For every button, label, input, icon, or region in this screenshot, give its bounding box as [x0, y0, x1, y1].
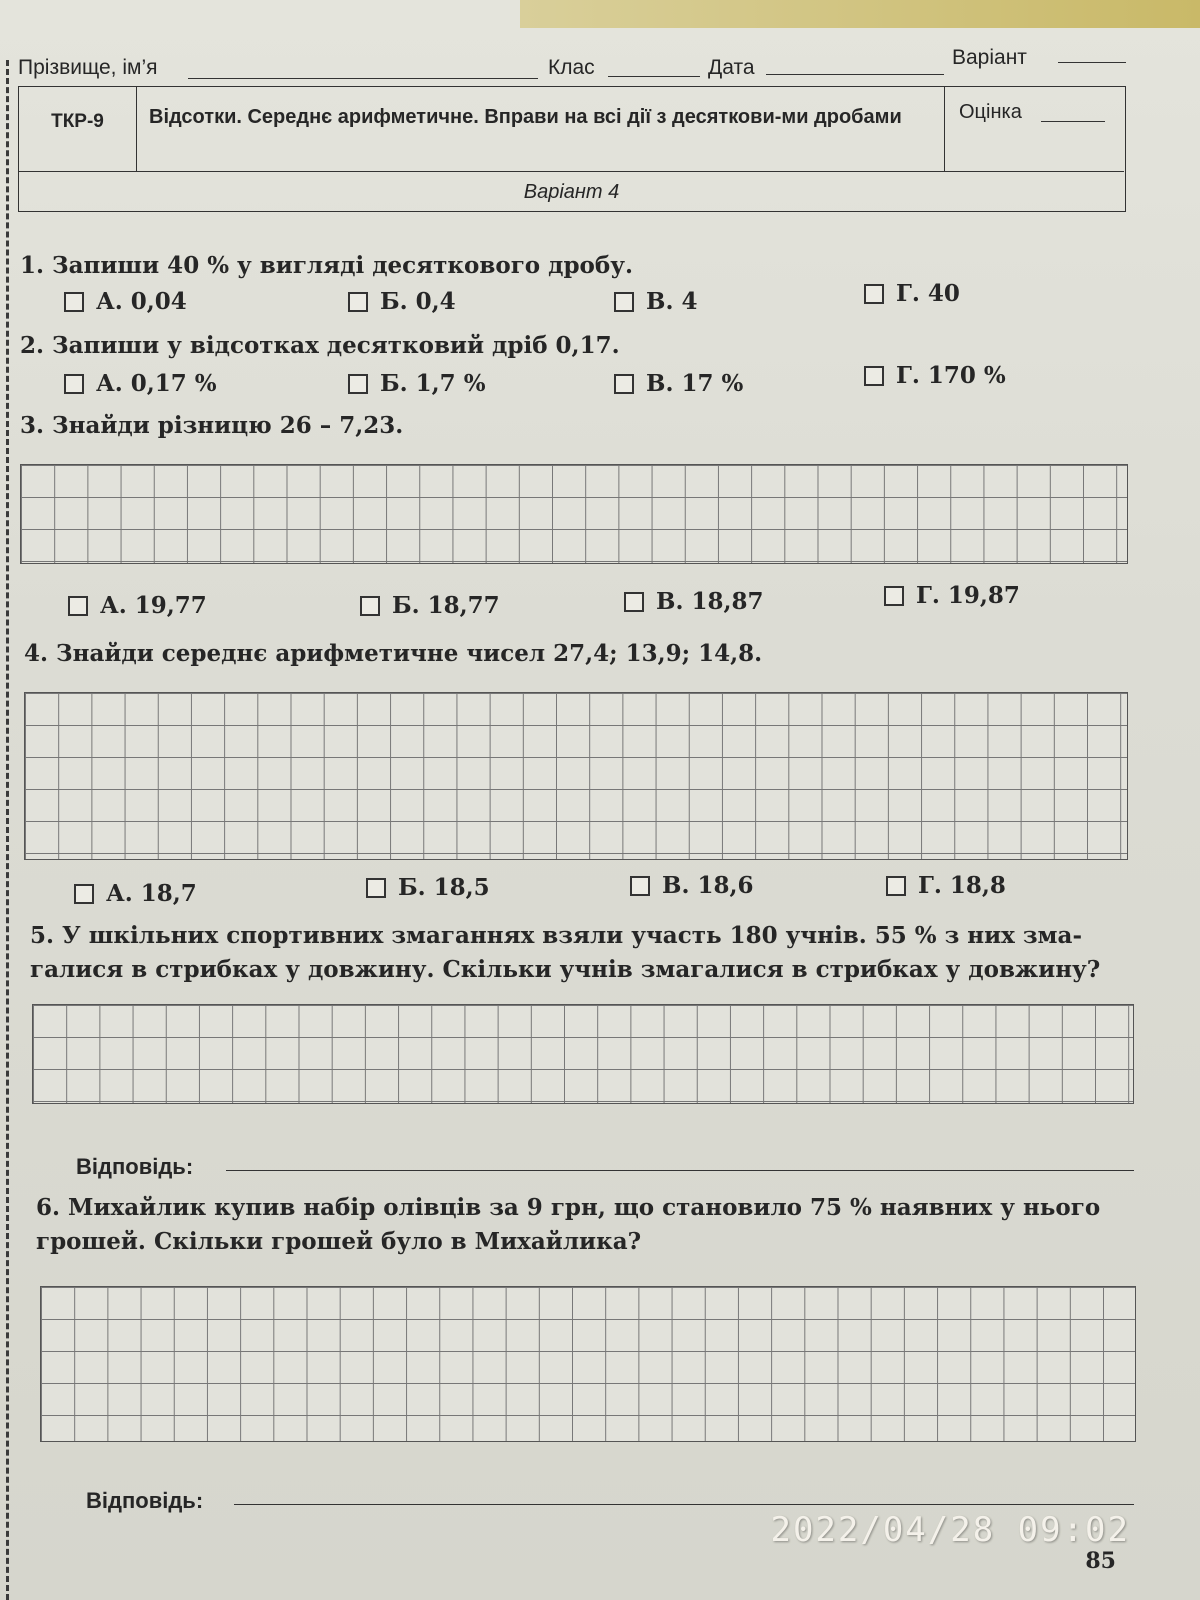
variant-field[interactable] [1058, 62, 1126, 63]
option-a[interactable]: А. 0,04 [64, 288, 187, 315]
page-number: 85 [1085, 1548, 1116, 1574]
title-table [18, 86, 1126, 212]
option-b[interactable]: Б. 0,4 [348, 288, 456, 315]
checkbox[interactable] [366, 878, 386, 898]
name-field[interactable] [188, 78, 538, 79]
option-v[interactable]: В. 18,87 [624, 588, 763, 615]
option-b[interactable]: Б. 18,5 [366, 874, 490, 901]
name-label: Прізвище, ім’я [18, 56, 158, 79]
question-1-options [64, 280, 1164, 322]
date-field[interactable] [766, 74, 944, 75]
option-b[interactable]: Б. 18,77 [360, 592, 500, 619]
option-v[interactable]: В. 18,6 [630, 872, 753, 899]
option-g[interactable]: Г. 170 % [864, 362, 1006, 389]
question-4: 4. Знайди середнє арифметичне чисел 27,4; 13,9; 14,8. [24, 640, 763, 667]
perforation-line [6, 60, 9, 1600]
date-label: Дата [708, 56, 755, 79]
work-grid-3[interactable] [20, 464, 1128, 564]
test-code: ТКР-9 [19, 87, 137, 171]
grade-label: Оцінка [959, 101, 1022, 123]
question-3-options [68, 582, 1168, 626]
option-a[interactable]: А. 0,17 % [64, 370, 217, 397]
checkbox[interactable] [348, 374, 368, 394]
question-5-text-line1: У шкільних спортивних змаганнях взяли участь 180 учнів. 55 % з них зма- [62, 922, 1082, 949]
question-6-text-line2: грошей. Скільки грошей було в Михайлика? [36, 1228, 642, 1255]
checkbox[interactable] [630, 876, 650, 896]
question-4-options [74, 872, 1174, 914]
checkbox[interactable] [68, 596, 88, 616]
option-g[interactable]: Г. 40 [864, 280, 960, 307]
photo-timestamp: 2022/04/28 09:02 [770, 1510, 1130, 1550]
checkbox[interactable] [64, 292, 84, 312]
question-2-options [64, 362, 1164, 404]
answer-field-6[interactable] [234, 1504, 1134, 1505]
option-a[interactable]: А. 18,7 [74, 880, 197, 907]
answer-label-6: Відповідь: [86, 1488, 204, 1513]
question-6-line2 [36, 1228, 641, 1255]
question-2-text: Запиши у відсотках десятковий дріб 0,17. [52, 332, 620, 359]
student-header [18, 46, 1128, 82]
question-2: 2. Запиши у відсотках десятковий дріб 0,17. [20, 332, 620, 359]
checkbox[interactable] [624, 592, 644, 612]
test-title: Відсотки. Середнє арифметичне. Вправи на всі дії з десяткови-ми дробами [137, 87, 945, 171]
option-v[interactable]: В. 17 % [614, 370, 743, 397]
class-label: Клас [548, 56, 595, 79]
question-1: 1. Запиши 40 % у вигляді десяткового дробу. [20, 252, 633, 279]
question-4-text: Знайди середнє арифметичне чисел 27,4; 13,9; 14,8. [56, 640, 763, 667]
question-5: 5. У шкільних спортивних змаганнях взяли участь 180 учнів. 55 % з них зма- [30, 922, 1082, 949]
option-v[interactable]: В. 4 [614, 288, 697, 315]
question-3-text: Знайди різницю 26 – 7,23. [52, 412, 404, 439]
class-field[interactable] [608, 76, 700, 77]
option-a[interactable]: А. 19,77 [68, 592, 207, 619]
work-grid-4[interactable] [24, 692, 1128, 860]
checkbox[interactable] [886, 876, 906, 896]
grade-field[interactable] [1041, 121, 1105, 122]
checkbox[interactable] [348, 292, 368, 312]
checkbox[interactable] [864, 366, 884, 386]
checkbox[interactable] [614, 292, 634, 312]
work-grid-5[interactable] [32, 1004, 1134, 1104]
variant-label: Варіант [952, 46, 1027, 69]
checkbox[interactable] [64, 374, 84, 394]
answer-label-5: Відповідь: [76, 1154, 194, 1179]
grade-cell [945, 87, 1125, 171]
variant-title: Варіант 4 [19, 171, 1124, 212]
question-1-text: Запиши 40 % у вигляді десяткового дробу. [52, 252, 633, 279]
background-strip [520, 0, 1200, 28]
question-6-text-line1: Михайлик купив набір олівців за 9 грн, що становило 75 % наявних у нього [68, 1194, 1101, 1221]
checkbox[interactable] [74, 884, 94, 904]
checkbox[interactable] [864, 284, 884, 304]
question-5-text-line2: галися в стрибках у довжину. Скільки учнів змагалися в стрибках у довжину? [30, 956, 1101, 983]
question-6: 6. Михайлик купив набір олівців за 9 грн, що становило 75 % наявних у нього [36, 1194, 1101, 1221]
question-3: 3. Знайди різницю 26 – 7,23. [20, 412, 404, 439]
checkbox[interactable] [360, 596, 380, 616]
option-g[interactable]: Г. 18,8 [886, 872, 1006, 899]
question-5-line2 [30, 956, 1100, 983]
checkbox[interactable] [884, 586, 904, 606]
option-b[interactable]: Б. 1,7 % [348, 370, 486, 397]
option-g[interactable]: Г. 19,87 [884, 582, 1020, 609]
answer-field-5[interactable] [226, 1170, 1134, 1171]
work-grid-6[interactable] [40, 1286, 1136, 1442]
checkbox[interactable] [614, 374, 634, 394]
